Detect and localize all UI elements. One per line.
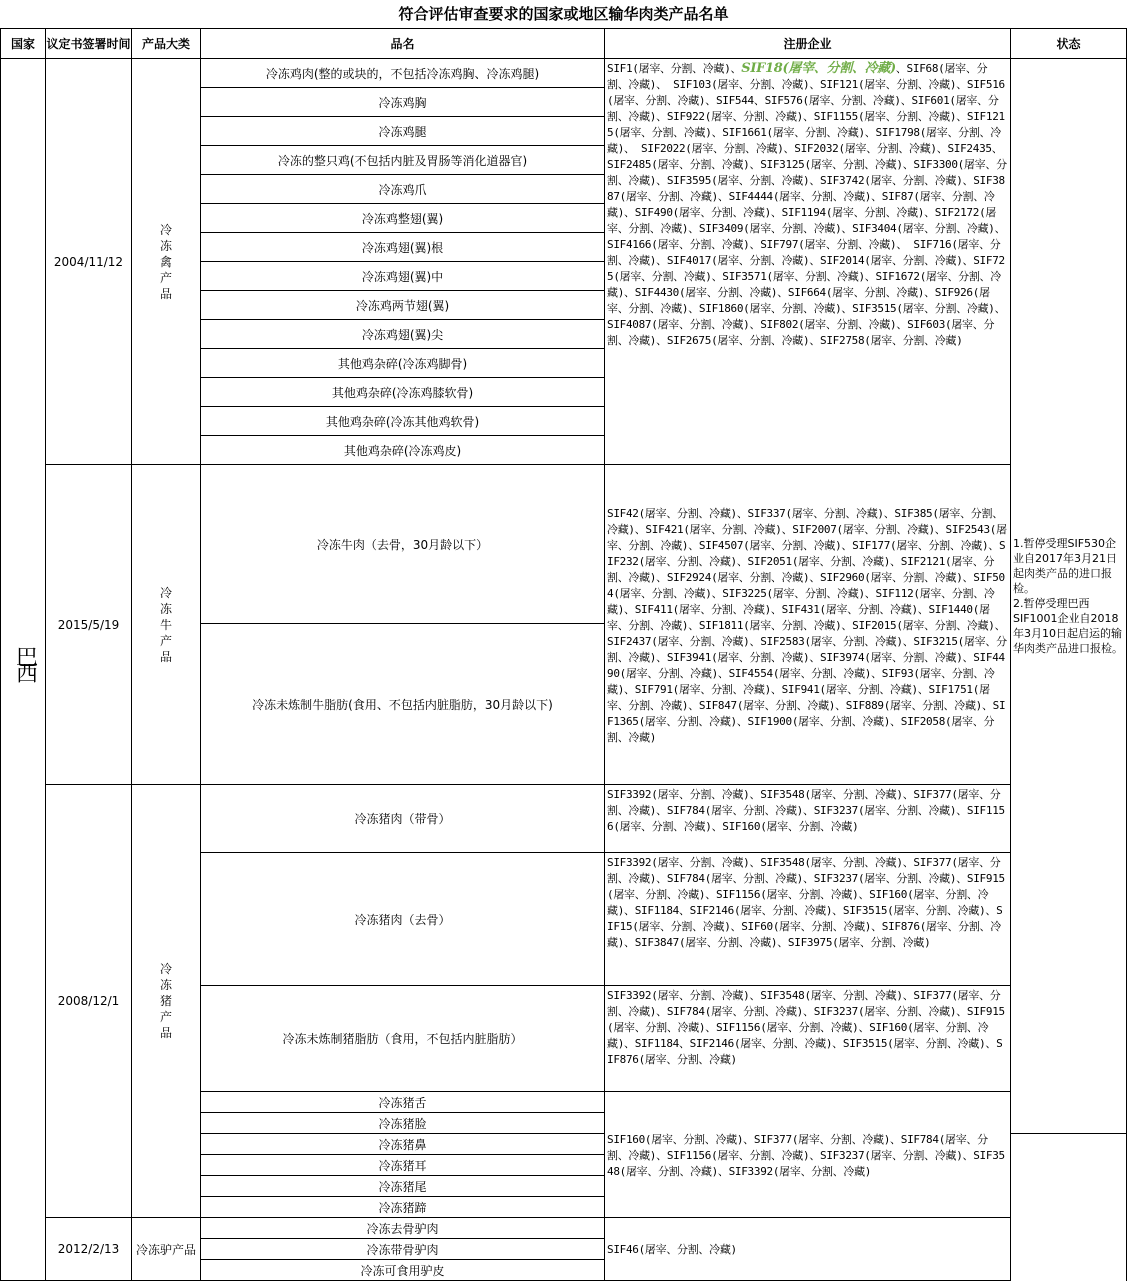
product-cell: 冷冻鸡肉(整的或块的，不包括冷冻鸡胸、冷冻鸡腿): [201, 59, 605, 88]
product-cell: 冷冻鸡两节翅(翼): [201, 291, 605, 320]
product-cell: 其他鸡杂碎(冷冻鸡脚骨): [201, 349, 605, 378]
category-cell-poultry: 冷冻禽产品: [132, 59, 201, 465]
category-cell-pork: 冷冻猪产品: [132, 785, 201, 1218]
product-cell: 冷冻牛肉（去骨，30月龄以下）: [201, 465, 605, 624]
product-cell: 其他鸡杂碎(冷冻鸡膝软骨): [201, 378, 605, 407]
category-cell-beef: 冷冻牛产品: [132, 465, 201, 785]
enterprise-cell-beef: SIF42(屠宰、分割、冷藏)、SIF337(屠宰、分割、冷藏)、SIF385(屠宰、分割、冷藏)、SIF421(屠宰、分割、冷藏)、SIF2007(屠宰、分割、冷藏)、SIF2543(屠宰、分割、冷藏)、SIF4507(屠宰、分割、冷藏)、SIF177(屠宰、分割、冷藏)、SIF232(屠宰、分割、冷藏)、SIF2051(屠宰、分割、冷藏)、SIF2121(屠宰、分割、冷藏)、SIF2924(屠宰、分割、冷藏)、SIF2960(屠宰、分割、冷藏)、SIF504(屠宰、分割、冷藏)、SIF3225(屠宰、分割、冷藏)、SIF112(屠宰、分割、冷藏)、SIF411(屠宰、分割、冷藏)、SIF431(屠宰、分割、冷藏)、SIF1440(屠宰、分割、冷藏)、SIF1811(屠宰、分割、冷藏)、SIF2015(屠宰、分割、冷藏)、SIF2437(屠宰、分割、冷藏)、SIF2583(屠宰、分割、冷藏)、SIF3215(屠宰、分割、冷藏)、SIF3941(屠宰、分割、冷藏)、SIF3974(屠宰、分割、冷藏)、SIF4490(屠宰、分割、冷藏)、SIF4554(屠宰、分割、冷藏)、SIF93(屠宰、分割、冷藏)、SIF791(屠宰、分割、冷藏)、SIF941(屠宰、分割、冷藏)、SIF1751(屠宰、分割、冷藏)、SIF847(屠宰、分割、冷藏)、SIF889(屠宰、分割、冷藏)、SIF1365(屠宰、分割、冷藏)、SIF1900(屠宰、分割、冷藏)、SIF2058(屠宰、分割、冷藏): [605, 465, 1011, 785]
product-cell: 冷冻未炼制牛脂肪(食用、不包括内脏脂肪，30月龄以下): [201, 624, 605, 785]
product-cell: 冷冻可食用驴皮: [201, 1260, 605, 1281]
status-cell-blank-top: [1011, 59, 1127, 1134]
product-cell: 冷冻未炼制猪脂肪（食用，不包括内脏脂肪）: [201, 986, 605, 1092]
product-cell: 冷冻鸡整翅(翼): [201, 204, 605, 233]
header-product: 品名: [201, 29, 605, 59]
header-date: 议定书签署时间: [46, 29, 132, 59]
header-enterprise: 注册企业: [605, 29, 1011, 59]
page-title: 符合评估审查要求的国家或地区输华肉类产品名单: [398, 5, 729, 23]
product-cell: 冷冻猪脸: [201, 1113, 605, 1134]
table-row: [1, 59, 1127, 88]
product-cell: 冷冻猪肉（带骨）: [201, 785, 605, 853]
table-row: [1, 785, 1127, 853]
header-category: 产品大类: [132, 29, 201, 59]
product-cell: 冷冻鸡翅(翼)中: [201, 262, 605, 291]
enterprise-cell-pork-fat: SIF3392(屠宰、分割、冷藏)、SIF3548(屠宰、分割、冷藏)、SIF377(屠宰、分割、冷藏)、SIF784(屠宰、分割、冷藏)、SIF3237(屠宰、分割、冷藏)、SIF915(屠宰、分割、冷藏)、SIF1156(屠宰、分割、冷藏)、SIF160(屠宰、分割、冷藏)、SIF1184、SIF2146(屠宰、分割、冷藏)、SIF3515(屠宰、分割、冷藏)、SIF876(屠宰、分割、冷藏): [605, 986, 1011, 1092]
country-cell: 巴西: [1, 59, 46, 1281]
date-cell-donkey: 2012/2/13: [46, 1218, 132, 1281]
table-row: [1, 465, 1127, 624]
product-cell: 冷冻猪耳: [201, 1155, 605, 1176]
enterprise-cell-pork-boneless: SIF3392(屠宰、分割、冷藏)、SIF3548(屠宰、分割、冷藏)、SIF377(屠宰、分割、冷藏)、SIF784(屠宰、分割、冷藏)、SIF3237(屠宰、分割、冷藏)、SIF915(屠宰、分割、冷藏)、SIF1156(屠宰、分割、冷藏)、SIF160(屠宰、分割、冷藏)、SIF1184、SIF2146(屠宰、分割、冷藏)、SIF3515(屠宰、分割、冷藏)、SIF15(屠宰、分割、冷藏)、SIF60(屠宰、分割、冷藏)、SIF876(屠宰、分割、冷藏)、SIF3847(屠宰、分割、冷藏)、SIF3975(屠宰、分割、冷藏): [605, 853, 1011, 986]
product-cell: 其他鸡杂碎(冷冻鸡皮): [201, 436, 605, 465]
highlighted-enterprise: SIF18(屠宰、分割、冷藏): [741, 61, 896, 76]
header-row: [1, 29, 1127, 59]
product-cell: 冷冻鸡爪: [201, 175, 605, 204]
product-table: [0, 28, 1127, 1281]
date-cell-pork: 2008/12/1: [46, 785, 132, 1218]
table-row: [1, 1218, 1127, 1239]
enterprise-cell-poultry: SIF1(屠宰、分割、冷藏)、SIF18(屠宰、分割、冷藏)、SIF68(屠宰、分割、冷藏)、 SIF103(屠宰、分割、冷藏)、SIF121(屠宰、分割、冷藏)、SIF516(屠宰、分割、冷藏)、SIF544、SIF576(屠宰、分割、冷藏)、SIF601(屠宰、分割、冷藏)、SIF922(屠宰、分割、冷藏)、SIF1155(屠宰、分割、冷藏)、SIF1215(屠宰、分割、冷藏)、SIF1661(屠宰、分割、冷藏)、SIF1798(屠宰、分割、冷藏)、 SIF2022(屠宰、分割、冷藏)、SIF2032(屠宰、分割、冷藏)、SIF2435、SIF2485(屠宰、分割、冷藏)、SIF3125(屠宰、分割、冷藏)、SIF3300(屠宰、分割、冷藏)、SIF3595(屠宰、分割、冷藏)、SIF3742(屠宰、分割、冷藏)、SIF3887(屠宰、分割、冷藏)、SIF4444(屠宰、分割、冷藏)、SIF87(屠宰、分割、冷藏)、SIF490(屠宰、分割、冷藏)、SIF1194(屠宰、分割、冷藏)、SIF2172(屠宰、分割、冷藏)、SIF3409(屠宰、分割、冷藏)、SIF3404(屠宰、分割、冷藏)、SIF4166(屠宰、分割、冷藏)、SIF797(屠宰、分割、冷藏)、 SIF716(屠宰、分割、冷藏)、SIF4017(屠宰、分割、冷藏)、SIF2014(屠宰、分割、冷藏)、SIF725(屠宰、分割、冷藏)、SIF3571(屠宰、分割、冷藏)、SIF1672(屠宰、分割、冷藏)、SIF4430(屠宰、分割、冷藏)、SIF664(屠宰、分割、冷藏)、SIF926(屠宰、分割、冷藏)、SIF1860(屠宰、分割、冷藏)、SIF3515(屠宰、分割、冷藏)、SIF4087(屠宰、分割、冷藏)、SIF802(屠宰、分割、冷藏)、SIF603(屠宰、分割、冷藏)、SIF2675(屠宰、分割、冷藏)、SIF2758(屠宰、分割、冷藏): [605, 59, 1011, 465]
product-cell: 冷冻猪蹄: [201, 1197, 605, 1218]
enterprise-cell-donkey: SIF46(屠宰、分割、冷藏): [605, 1218, 1011, 1281]
product-cell: 冷冻鸡腿: [201, 117, 605, 146]
product-cell: 冷冻鸡胸: [201, 88, 605, 117]
product-cell: 冷冻猪肉（去骨）: [201, 853, 605, 986]
header-country: 国家: [1, 29, 46, 59]
product-cell: 冷冻猪鼻: [201, 1134, 605, 1155]
enterprise-cell-pork-bone-in: SIF3392(屠宰、分割、冷藏)、SIF3548(屠宰、分割、冷藏)、SIF377(屠宰、分割、冷藏)、SIF784(屠宰、分割、冷藏)、SIF3237(屠宰、分割、冷藏)、SIF1156(屠宰、分割、冷藏)、SIF160(屠宰、分割、冷藏): [605, 785, 1011, 853]
product-cell: 冷冻鸡翅(翼)根: [201, 233, 605, 262]
product-cell: 冷冻鸡翅(翼)尖: [201, 320, 605, 349]
product-cell: 其他鸡杂碎(冷冻其他鸡软骨): [201, 407, 605, 436]
product-cell: 冷冻带骨驴肉: [201, 1239, 605, 1260]
date-cell-beef: 2015/5/19: [46, 465, 132, 785]
date-cell-poultry: 2004/11/12: [46, 59, 132, 465]
status-text: 1.暂停受理SIF530企业自2017年3月21日起肉类产品的进口报检。 2.暂停受理巴西SIF1001企业自2018年3月10日起启运的输华肉类产品进口报检。: [1013, 537, 1123, 655]
enterprise-cell-pork-offal: SIF160(屠宰、分割、冷藏)、SIF377(屠宰、分割、冷藏)、SIF784(屠宰、分割、冷藏)、SIF1156(屠宰、分割、冷藏)、SIF3237(屠宰、分割、冷藏)、SIF3548(屠宰、分割、冷藏)、SIF3392(屠宰、分割、冷藏): [605, 1092, 1011, 1218]
product-cell: 冷冻猪舌: [201, 1092, 605, 1113]
product-cell: 冷冻猪尾: [201, 1176, 605, 1197]
category-cell-donkey: 冷冻驴产品: [132, 1218, 201, 1281]
product-cell: 冷冻的整只鸡(不包括内脏及胃肠等消化道器官): [201, 146, 605, 175]
header-status: 状态: [1011, 29, 1127, 59]
product-cell: 冷冻去骨驴肉: [201, 1218, 605, 1239]
